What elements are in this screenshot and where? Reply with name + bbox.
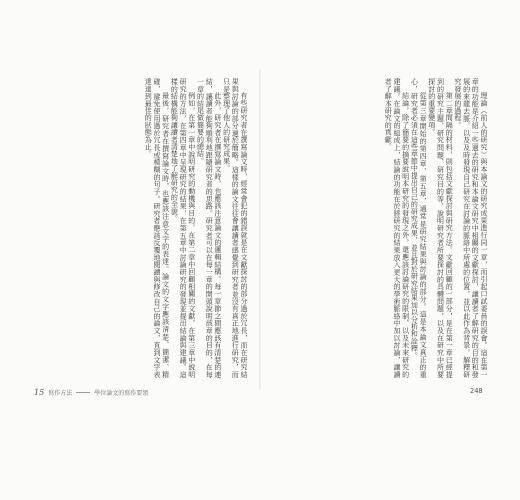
left-page-text bbox=[34, 78, 248, 378]
paragraph: 第二章間隔的材料，則包括文獻探討與研究方法。文獻回顧的一部分，是在第一章已經提到的研究主題、研究問題、研究目的等，說明研究者所要探討的具體問題，以及在研究中所要探討的重要變項。 bbox=[427, 78, 454, 378]
paragraph: 最後，研究者在撰寫論文時，也應該注意文字的表達。論文的文字應該清楚、簡潔、精確，避免使用過於冗長或模糊的句子。研究者應該反覆地閱讀與修改自己的論文，直到文字表達達到最佳的狀態為止。 bbox=[144, 78, 170, 378]
paragraph: 理論（前人的研究）與本論文的研究成果進行同一章，而引起口試委員的誤會。這在第一章的功能是介紹一些過去的研究和本論文研究中相關的文獻探討，讓讀者了解研究的目的和發展的來龍去脈，以及及時發現自己研究在討論的脈絡中所處的位置，並以此作為背景，解釋研究發展的過程。 bbox=[453, 78, 488, 378]
footer-divider bbox=[76, 392, 90, 393]
paragraph: 結論，除了簡要的摘要說明本研究的發現之外，還應該討論研究的限制，以及未來研究的建議。在論文的組成上，結論的功能在於將研究的結果放入更大的學術脈絡中加以討論，讓讀者了解本研究的貢獻。 bbox=[384, 78, 410, 378]
paragraph: 從第三章開始的第四章、第五章，通常是研究結果與討論的部分。這是本論文真正的重心，研究者必須在這些章節中提出自己的研究成果，並且對於研究結果加以分析和詮釋。 bbox=[410, 78, 428, 378]
book-title: 學位論文的寫作要領 bbox=[94, 390, 149, 397]
paragraph: 此外，研究者在撰寫論文時，也應該注意論文的邏輯結構。每一章節之間應該有清楚的連結，讓讀者能夠順利地跟隨研究者的思路。研究者可以在每一章的開頭說明該章的目的，在每一章的結尾做簡要的總結。 bbox=[196, 78, 222, 378]
paragraph: 例如，在第一章中說明研究的動機與目的，在第二章中回顧相關的文獻，在第三章中說明研究的方法，在第四章中呈現研究的結果，在第五章中討論研究的發現並提出結論與建議。這樣的結構能夠讓讀者清楚地了解研究的全貌。 bbox=[170, 78, 196, 378]
left-page-number: 15 bbox=[34, 388, 45, 397]
right-page-number: 248 bbox=[470, 387, 483, 395]
running-head: 寫作方法 bbox=[48, 390, 73, 397]
page-gutter bbox=[259, 70, 261, 390]
paragraph: 有些研究者在撰寫論文時，經常會犯的錯誤就是在文獻探討的部分過於冗長，而在研究結果與討論的部分過於簡略。這樣的論文往往會讓讀者感覺到研究者並沒有真正地進行研究，而只是整理了他人的研究成果。 bbox=[222, 78, 248, 378]
right-page-text bbox=[270, 78, 488, 378]
left-page-footer bbox=[34, 388, 148, 397]
